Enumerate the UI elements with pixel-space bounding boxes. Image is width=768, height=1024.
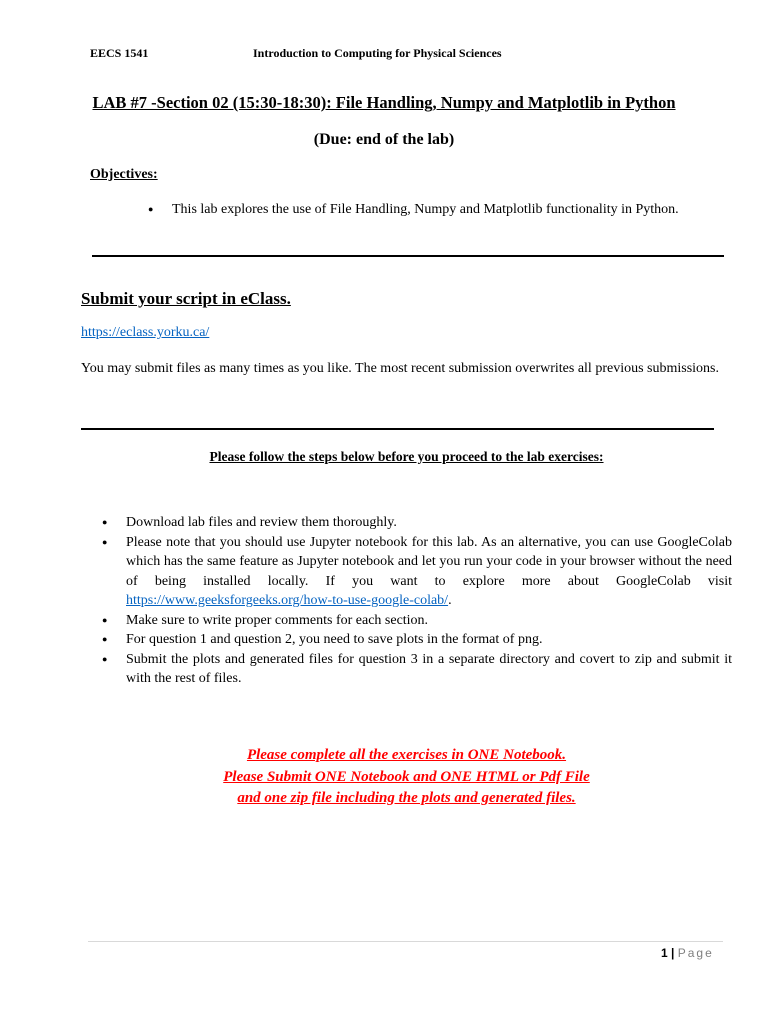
- submission-note: You may submit files as many times as you like. The most recent submission overwrites all previous submissions.: [81, 361, 719, 376]
- page-number: 1: [661, 946, 668, 960]
- notice-line: and one zip file including the plots and generated files.: [237, 790, 576, 806]
- submit-heading: Submit your script in eClass.: [81, 289, 291, 308]
- divider: [92, 255, 724, 257]
- due-line: (Due: end of the lab): [313, 131, 455, 148]
- steps-heading: Please follow the steps below before you proceed to the lab exercises:: [209, 449, 604, 464]
- lab-title-text: LAB #7 -Section 02 (15:30-18:30): File Handling, Numpy and Matplotlib in Python: [92, 93, 676, 112]
- list-item: [92, 533, 732, 611]
- list-item: ● For question 1 and question 2, you need to save plots in the format of png.: [92, 630, 732, 650]
- objectives-heading: Objectives:: [90, 167, 158, 182]
- course-title: Introduction to Computing for Physical Sciences: [253, 46, 502, 60]
- objectives-list: [138, 200, 738, 220]
- lab-title: [0, 93, 768, 113]
- colab-link[interactable]: https://www.geeksforgeeks.org/how-to-use-google-colab/: [126, 593, 449, 608]
- page-number-footer: [661, 946, 714, 960]
- notice-line: Please Submit ONE Notebook and ONE HTML or Pdf File: [223, 768, 590, 785]
- objectives-item: ● This lab explores the use of File Handling, Numpy and Matplotlib functionality in Python.: [138, 200, 738, 220]
- notice-line: Please complete all the exercises in ONE Notebook.: [246, 747, 567, 763]
- eclass-link[interactable]: https://eclass.yorku.ca/: [81, 325, 210, 340]
- divider: [81, 428, 714, 430]
- list-item: ● Download lab files and review them thoroughly.: [92, 513, 732, 533]
- list-item-text: Please note that you should use Jupyter notebook for this lab. As an alternative, you can use GoogleColab which has the same feature as Jupyter notebook and let you run your code in your browser without the need of being installed locally. If you want to explore more about GoogleColab visit: [126, 534, 732, 589]
- list-item-end: .: [448, 593, 452, 608]
- steps-list: [92, 513, 732, 689]
- footer-divider: [88, 941, 723, 942]
- page-label: Page: [677, 946, 714, 960]
- list-item: ● Make sure to write proper comments for each section.: [92, 611, 732, 631]
- notice: [0, 745, 768, 810]
- page-separator: |: [671, 946, 675, 960]
- course-code: EECS 1541: [90, 46, 149, 60]
- list-item: ● Submit the plots and generated files for question 3 in a separate directory and covert to zip and submit it with the rest of files.: [92, 650, 732, 689]
